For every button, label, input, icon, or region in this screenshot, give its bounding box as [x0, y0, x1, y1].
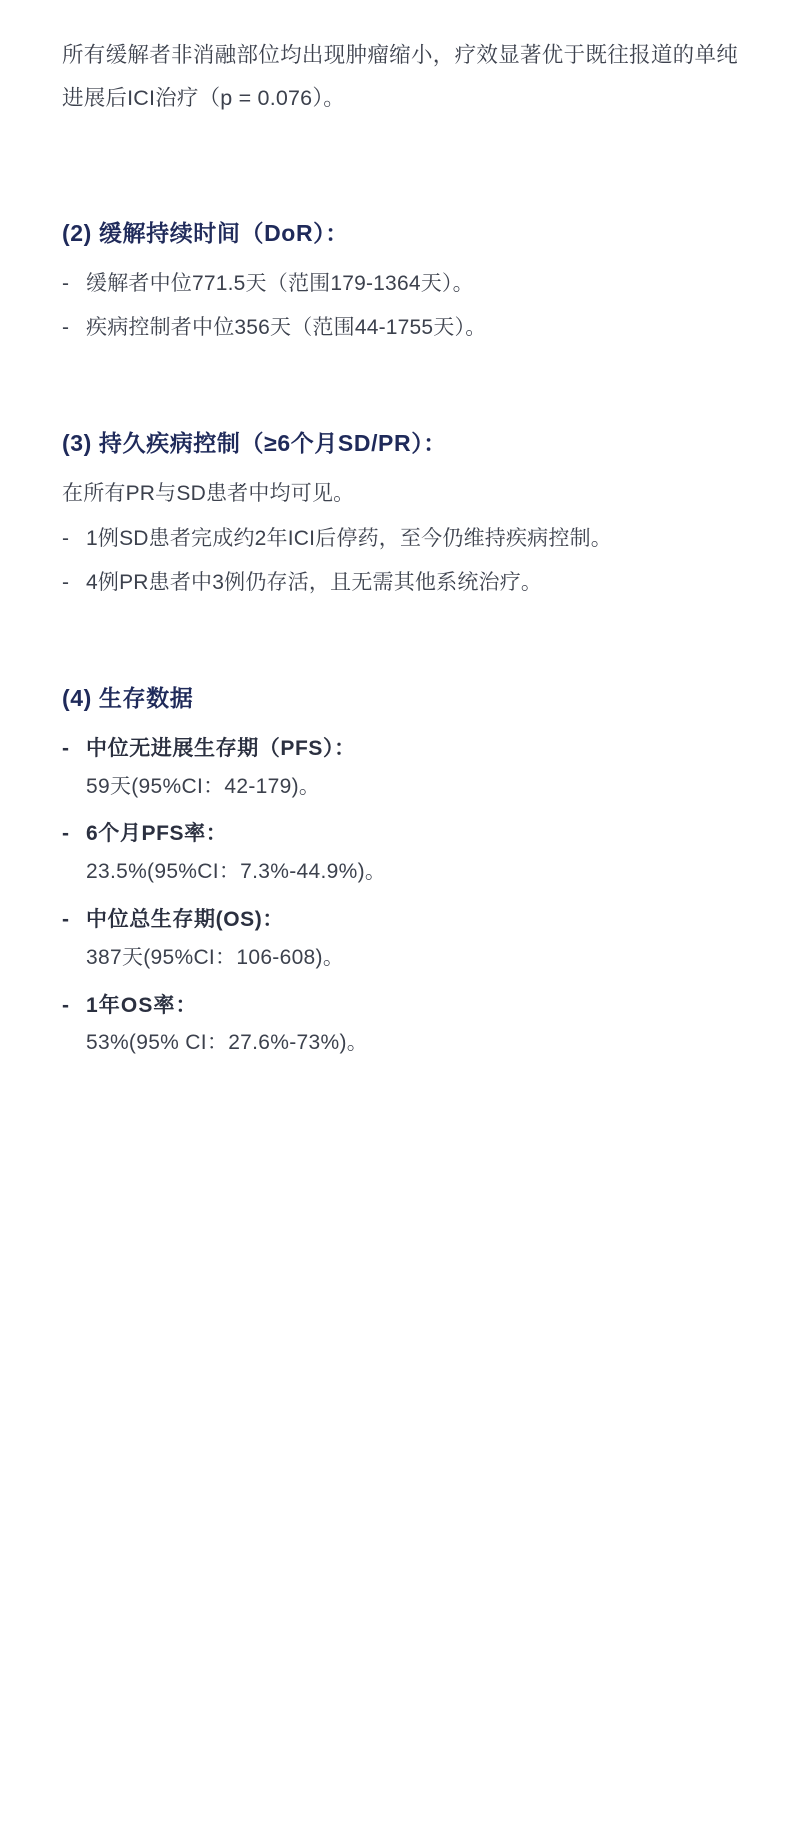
dash-marker: -: [62, 736, 70, 760]
spacer: [62, 609, 738, 681]
stat-label-text: 1年OS率：: [86, 993, 198, 1017]
section-durable-control-heading: (3) 持久疾病控制（≥6个月SD/PR）：: [62, 430, 447, 457]
dash-marker: -: [62, 907, 70, 931]
spacer: [62, 120, 738, 216]
section-survival: [62, 681, 738, 1062]
stat-label-row: [62, 901, 738, 939]
list-item: [62, 265, 738, 304]
list-item-text: 1例SD患者完成约2年ICI后停药，至今仍维持疾病控制。: [86, 526, 612, 550]
list-item-text: 4例PR患者中3例仍存活，且无需其他系统治疗。: [86, 571, 543, 595]
section-durable-control: [62, 426, 738, 603]
section-survival-heading: (4) 生存数据: [62, 685, 194, 712]
stat-label-row: [62, 730, 738, 768]
stat-value-text: 23.5%(95%CI：7.3%-44.9%)。: [86, 860, 387, 884]
dash-marker: -: [62, 271, 70, 295]
stat-value-text: 53%(95% CI：27.6%-73%)。: [86, 1031, 369, 1055]
dash-marker: -: [62, 526, 70, 550]
list-item: [62, 564, 738, 603]
list-item: [62, 520, 738, 559]
section-dor: [62, 216, 738, 348]
list-item-text: 缓解者中位771.5天（范围179-1364天）。: [86, 271, 474, 295]
dash-marker: -: [62, 316, 70, 340]
section-dor-heading: (2) 缓解持续时间（DoR）：: [62, 220, 349, 246]
list-item-text: 疾病控制者中位356天（范围44-1755天）。: [86, 316, 487, 340]
stat-label-text: 中位总生存期(OS)：: [86, 907, 284, 931]
stat-label-text: 6个月PFS率：: [86, 822, 228, 846]
stat-label-row: [62, 815, 738, 853]
dash-marker: -: [62, 822, 70, 846]
section-lead-text: 在所有PR与SD患者中均可见。: [62, 481, 355, 505]
stat-value-text: 59天(95%CI：42-179)。: [86, 774, 321, 798]
dash-marker: -: [62, 993, 70, 1017]
list-item: [62, 309, 738, 348]
spacer: [62, 354, 738, 426]
intro-paragraph: 所有缓解者非消融部位均出现肿瘤缩小，疗效显著优于既往报道的单纯进展后ICI治疗（p = 0.076）。: [62, 43, 738, 110]
stat-label-row: [62, 987, 738, 1025]
dash-marker: -: [62, 571, 70, 595]
stat-label-text: 中位无进展生存期（PFS）：: [86, 736, 356, 760]
stat-value-text: 387天(95%CI：106-608)。: [86, 945, 345, 969]
